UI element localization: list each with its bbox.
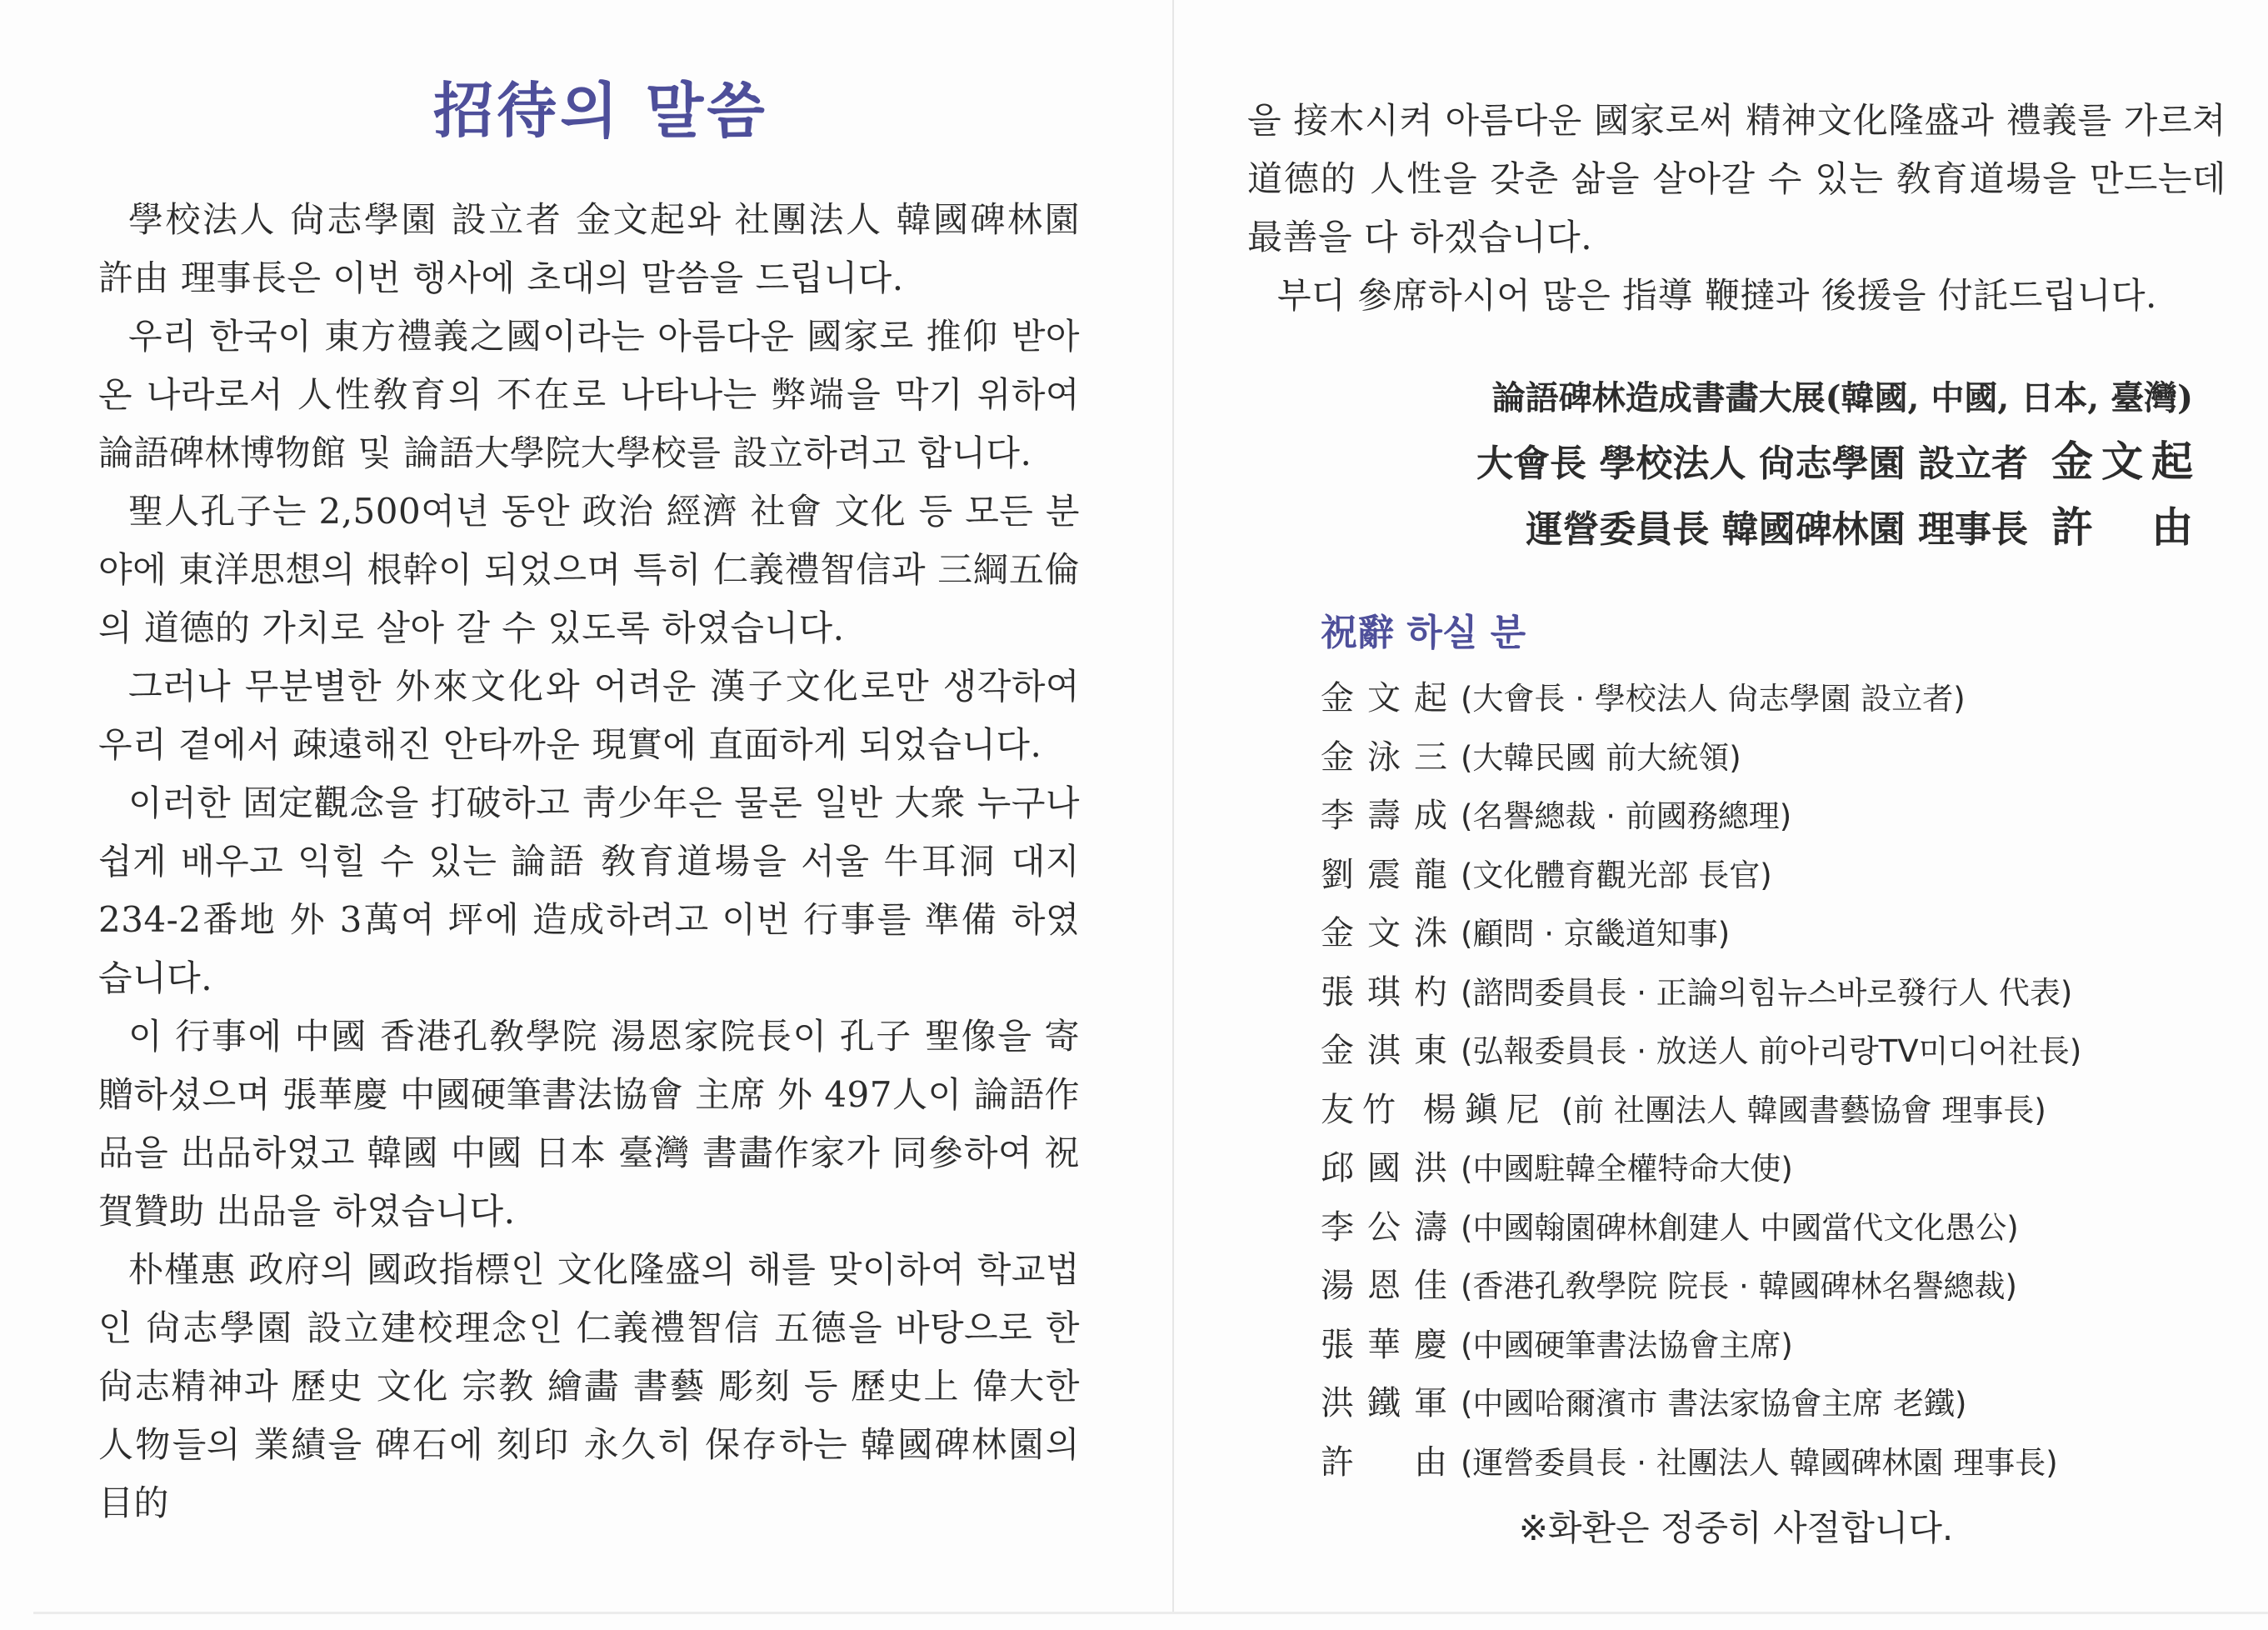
- speaker-role: (弘報委員長 · 放送人 前아리랑TV미디어社長): [1461, 1033, 2082, 1069]
- speaker-row: [1321, 966, 2226, 1025]
- speaker-name: 李壽成: [1321, 797, 1447, 835]
- speaker-name: 邱國洪: [1321, 1149, 1447, 1188]
- speaker-role: (文化體育觀光部 長官): [1461, 857, 1772, 893]
- director-title: 運營委員長 韓國碑林園 理事長: [1526, 508, 2028, 551]
- speaker-name: 友竹 楊鎭尼: [1321, 1090, 1548, 1129]
- speaker-row: [1321, 1318, 2226, 1378]
- left-page: [98, 75, 1080, 1532]
- speaker-role: (中國翰園碑林創建人 中國當代文化愚公): [1461, 1209, 2019, 1246]
- speaker-role: (前 社團法人 韓國書藝協會 理事長): [1561, 1092, 2046, 1128]
- body-paragraph-2: 우리 한국이 東方禮義之國이라는 아름다운 國家로 推仰 받아온 나라로서 人性敎育의 不在로 나타나는 弊端을 막기 위하여 論語碑林博物館 및 論語大學院大學校를 設立하려고 합니다.: [98, 315, 1080, 473]
- speakers-heading: 祝辭 하실 분: [1321, 612, 1526, 654]
- body-paragraph-4: 그러나 무분별한 外來文化와 어려운 漢子文化로만 생각하여 우리 곁에서 疎遠해진 안타까운 現實에 直面하게 되었습니다.: [98, 665, 1080, 765]
- speaker-name: 金泳三: [1321, 738, 1447, 777]
- speaker-row: [1321, 731, 2226, 790]
- speaker-row: [1321, 1377, 2226, 1436]
- body-paragraph-5: 이러한 固定觀念을 打破하고 靑少年은 물론 일반 大衆 누구나 쉽게 배우고 익힐 수 있는 論語 敎育道場을 서울 牛耳洞 대지 234-2番地 外 3萬여 坪에 造成하려고 이번 行事를 準備 하였습니다.: [98, 782, 1080, 998]
- chairman-name: 金文起: [2051, 437, 2193, 486]
- event-name: 論語碑林造成書畵大展(韓國, 中國, 日本, 臺灣): [1491, 378, 2193, 418]
- speaker-name: 洪鐵軍: [1321, 1384, 1447, 1422]
- speaker-name: 湯恩佳: [1321, 1267, 1447, 1305]
- speaker-row: [1321, 848, 2226, 908]
- body-paragraph-1: 學校法人 尙志學園 設立者 金文起와 社團法人 韓國碑林園 許由 理事長은 이번 행사에 초대의 말씀을 드립니다.: [98, 198, 1080, 298]
- speaker-role: (大會長 · 學校法人 尙志學園 設立者): [1461, 681, 1966, 717]
- speaker-row: [1321, 789, 2226, 848]
- speaker-row: [1321, 1024, 2226, 1083]
- speaker-role: (大韓民國 前大統領): [1461, 739, 1741, 776]
- speaker-name: 許由: [1321, 1442, 1447, 1482]
- speaker-row: [1321, 672, 2226, 731]
- body-paragraph-6: 이 行事에 中國 香港孔敎學院 湯恩家院長이 孔子 聖像을 寄贈하셨으며 張華慶 中國硬筆書法協會 主席 外 497人이 論語作品을 出品하였고 韓國 中國 日本 臺灣 書畵作家가 同參하여 祝賀贊助 出品을 하였습니다.: [98, 1015, 1080, 1232]
- speaker-name: 劉震龍: [1321, 855, 1447, 894]
- body-paragraph-7: 朴槿惠 政府의 國政指標인 文化隆盛의 해를 맞이하여 학교법인 尙志學園 設立建校理念인 仁義禮智信 五德을 바탕으로 한 尙志精神과 歷史 文化 宗教 繪畵 書藝 彫刻 등 歷史上 偉大한 人物들의 業績을 碑石에 刻印 永久히 保存하는 韓國碑林園의 目的: [98, 1248, 1080, 1523]
- page-fold: [1172, 0, 1174, 1612]
- right-page: [1247, 92, 2226, 1551]
- speaker-role: (中國駐韓全權特命大使): [1461, 1151, 1793, 1187]
- closing-paragraph: 부디 參席하시어 많은 指導 鞭撻과 後援을 付託드립니다.: [1277, 275, 2157, 316]
- speakers-section: [1247, 607, 2226, 1551]
- page-title: 招待의 말씀: [433, 75, 768, 146]
- signature-block: [1247, 367, 2226, 562]
- speaker-row: [1321, 907, 2226, 966]
- speaker-role: (中國硬筆書法協會主席): [1461, 1327, 1793, 1363]
- speaker-name: 李公濤: [1321, 1208, 1447, 1247]
- speaker-role: (諮問委員長 · 正論의힘뉴스바로發行人 代表): [1461, 974, 2073, 1011]
- speaker-role: (香港孔敎學院 院長 · 韓國碑林名譽總裁): [1461, 1268, 2017, 1304]
- speaker-name: 金文起: [1321, 679, 1447, 718]
- director-name: 許由: [2051, 502, 2193, 552]
- speaker-name: 金文洙: [1321, 914, 1447, 952]
- bottom-edge: [33, 1612, 2268, 1614]
- speaker-role: (運營委員長 · 社團法人 韓國碑林園 理事長): [1461, 1444, 2058, 1481]
- speaker-name: 金淇東: [1321, 1032, 1447, 1070]
- speaker-row: [1321, 1259, 2226, 1318]
- speaker-role: (名譽總裁 · 前國務總理): [1461, 798, 1792, 834]
- signature-line-director: [1247, 496, 2193, 562]
- wreath-notice: ※화환은 정중히 사절합니다.: [1518, 1508, 1954, 1548]
- speaker-role: (中國哈爾濱市 書法家協會主席 老鐵): [1461, 1386, 1967, 1422]
- speaker-name: 張華慶: [1321, 1325, 1447, 1364]
- chairman-title: 大會長 學校法人 尙志學園 設立者: [1476, 442, 2028, 485]
- signature-line-chairman: [1247, 430, 2193, 496]
- speaker-row: [1321, 1436, 2226, 1495]
- continued-paragraph: 을 接木시켜 아름다운 國家로써 精神文化隆盛과 禮義를 가르쳐 道德的 人性을 갖춘 삶을 살아갈 수 있는 敎育道場을 만드는데 最善을 다 하겠습니다.: [1247, 100, 2226, 258]
- speaker-row: [1321, 1201, 2226, 1260]
- body-paragraph-3: 聖人孔子는 2,500여년 동안 政治 經濟 社會 文化 등 모든 분야에 東洋思想의 根幹이 되었으며 특히 仁義禮智信과 三綱五倫의 道德的 가치로 살아 갈 수 있도록 하였습니다.: [98, 490, 1080, 648]
- speaker-role: (顧問 · 京畿道知事): [1461, 916, 1731, 952]
- speaker-name: 張琪杓: [1321, 972, 1447, 1012]
- speaker-row: [1321, 1083, 2226, 1142]
- speaker-row: [1321, 1142, 2226, 1201]
